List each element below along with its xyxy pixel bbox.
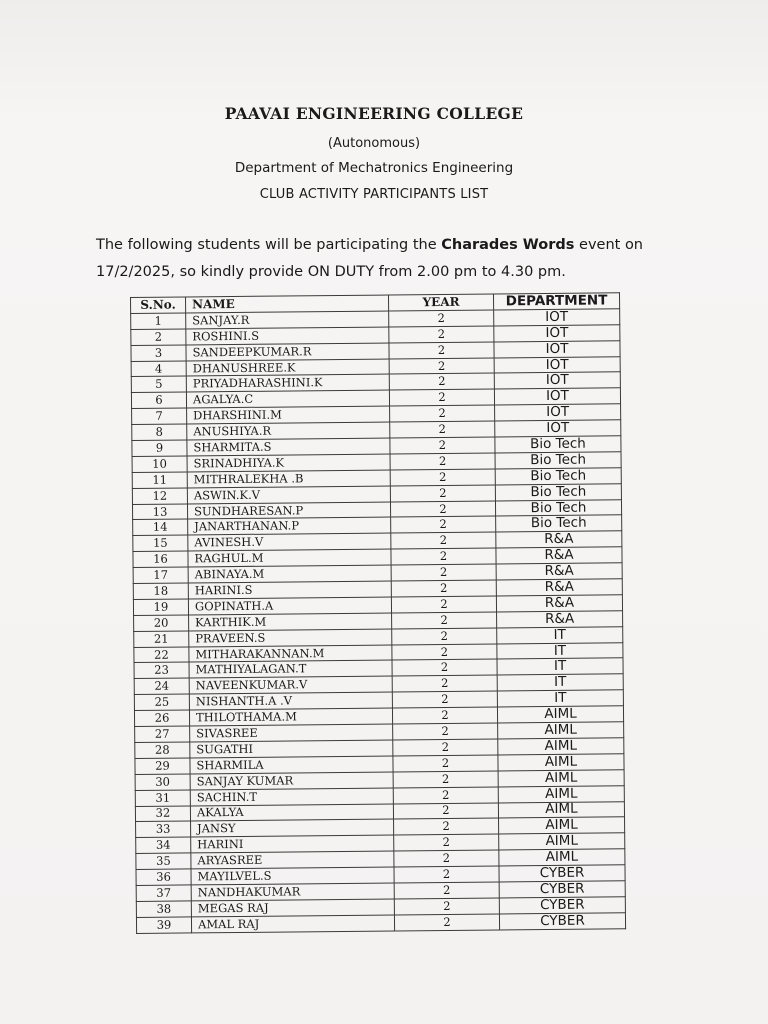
- cell-sno: 1: [131, 313, 186, 329]
- cell-sno: 32: [135, 805, 190, 821]
- cell-name: NISHANTH.A .V: [189, 692, 392, 710]
- intro-paragraph: [96, 232, 686, 286]
- cell-sno: 19: [133, 599, 188, 615]
- header-department: DEPARTMENT: [493, 293, 619, 310]
- cell-name: JANSY: [191, 819, 394, 837]
- cell-sno: 22: [134, 647, 189, 663]
- cell-name: SHARMITA.S: [187, 438, 390, 456]
- cell-sno: 3: [131, 345, 186, 361]
- cell-department: R&A: [496, 579, 622, 596]
- cell-department: AIML: [498, 769, 624, 786]
- cell-name: SANJAY KUMAR: [190, 772, 393, 790]
- cell-sno: 30: [135, 774, 190, 790]
- cell-year: 2: [389, 326, 494, 343]
- cell-name: SUGATHI: [190, 740, 393, 758]
- participants-table: [130, 292, 626, 933]
- cell-department: CYBER: [499, 913, 625, 930]
- cell-year: 2: [389, 358, 494, 375]
- cell-name: NANDHAKUMAR: [191, 883, 394, 901]
- cell-name: MITHARAKANNAN.M: [189, 645, 392, 663]
- cell-name: AMAL RAJ: [191, 915, 394, 933]
- cell-name: ABINAYA.M: [188, 565, 391, 583]
- cell-department: AIML: [498, 738, 624, 755]
- cell-year: 2: [394, 914, 499, 931]
- cell-year: 2: [392, 691, 497, 708]
- cell-year: 2: [392, 659, 497, 676]
- cell-department: IOT: [494, 325, 620, 342]
- cell-year: 2: [390, 469, 495, 486]
- cell-year: 2: [394, 882, 499, 899]
- cell-year: 2: [390, 485, 495, 502]
- cell-year: 2: [393, 723, 498, 740]
- cell-name: AVINESH.V: [188, 533, 391, 551]
- cell-year: 2: [389, 373, 494, 390]
- cell-year: 2: [391, 532, 496, 549]
- cell-year: 2: [389, 342, 494, 359]
- cell-department: CYBER: [499, 897, 625, 914]
- cell-sno: 14: [133, 519, 188, 535]
- cell-name: NAVEENKUMAR.V: [189, 676, 392, 694]
- cell-department: IOT: [494, 372, 620, 389]
- cell-department: R&A: [496, 563, 622, 580]
- cell-year: 2: [389, 389, 494, 406]
- cell-year: 2: [390, 405, 495, 422]
- cell-department: IOT: [494, 356, 620, 373]
- cell-department: AIML: [498, 785, 624, 802]
- cell-name: DHARSHINI.M: [187, 406, 390, 424]
- cell-name: THILOTHAMA.M: [189, 708, 392, 726]
- cell-name: PRAVEEN.S: [189, 629, 392, 647]
- cell-sno: 28: [135, 742, 190, 758]
- cell-department: R&A: [497, 611, 623, 628]
- cell-department: AIML: [499, 849, 625, 866]
- cell-year: 2: [394, 898, 499, 915]
- cell-sno: 12: [132, 488, 187, 504]
- cell-name: SHARMILA: [190, 756, 393, 774]
- cell-sno: 17: [133, 567, 188, 583]
- cell-sno: 33: [136, 821, 191, 837]
- cell-name: ARYASREE: [191, 851, 394, 869]
- cell-sno: 31: [135, 790, 190, 806]
- cell-sno: 8: [132, 424, 187, 440]
- cell-sno: 23: [134, 662, 189, 678]
- cell-year: 2: [392, 707, 497, 724]
- department-name: Department of Mechatronics Engineering: [234, 160, 514, 176]
- cell-sno: 15: [133, 535, 188, 551]
- cell-name: AKALYA: [190, 803, 393, 821]
- cell-department: IT: [497, 626, 623, 643]
- cell-year: 2: [393, 755, 498, 772]
- cell-name: ANUSHIYA.R: [187, 422, 390, 440]
- cell-department: IOT: [494, 309, 620, 326]
- autonomous-status: (Autonomous): [327, 136, 421, 151]
- cell-year: 2: [393, 771, 498, 788]
- cell-department: AIML: [498, 722, 624, 739]
- intro-text-start: The following students will be participating the: [96, 237, 442, 253]
- cell-name: HARINI.S: [188, 581, 391, 599]
- cell-name: MEGAS RAJ: [191, 899, 394, 917]
- cell-department: CYBER: [499, 865, 625, 882]
- cell-sno: 38: [136, 901, 191, 917]
- cell-department: IT: [497, 642, 623, 659]
- cell-department: IT: [497, 690, 623, 707]
- cell-department: Bio Tech: [496, 515, 622, 532]
- cell-year: 2: [391, 548, 496, 565]
- cell-name: GOPINATH.A: [188, 597, 391, 615]
- cell-sno: 10: [132, 456, 187, 472]
- cell-name: MAYILVEL.S: [191, 867, 394, 885]
- cell-department: IT: [497, 674, 623, 691]
- cell-department: IT: [497, 658, 623, 675]
- cell-year: 2: [391, 564, 496, 581]
- cell-department: IOT: [495, 420, 621, 437]
- header-sno: S.No.: [131, 297, 186, 313]
- cell-year: 2: [391, 596, 496, 613]
- header-name: NAME: [186, 295, 389, 313]
- cell-department: IOT: [495, 404, 621, 421]
- cell-department: Bio Tech: [495, 436, 621, 453]
- cell-sno: 27: [135, 726, 190, 742]
- cell-sno: 7: [132, 408, 187, 424]
- cell-name: RAGHUL.M: [188, 549, 391, 567]
- cell-sno: 35: [136, 853, 191, 869]
- cell-sno: 9: [132, 440, 187, 456]
- cell-sno: 11: [132, 472, 187, 488]
- cell-name: DHANUSHREE.K: [186, 359, 389, 377]
- cell-year: 2: [392, 628, 497, 645]
- cell-year: 2: [390, 453, 495, 470]
- cell-sno: 6: [131, 392, 186, 408]
- intro-text-end: event on 17/2/2025, so kindly provide ON DUTY from 2.00 pm to 4.30 pm.: [96, 237, 643, 280]
- cell-department: IOT: [494, 340, 620, 357]
- cell-department: AIML: [498, 801, 624, 818]
- cell-sno: 4: [131, 361, 186, 377]
- cell-name: SRINADHIYA.K: [187, 454, 390, 472]
- cell-department: AIML: [499, 817, 625, 834]
- header-year: YEAR: [388, 294, 493, 311]
- cell-name: JANARTHANAN.P: [188, 517, 391, 535]
- list-title: CLUB ACTIVITY PARTICIPANTS LIST: [259, 187, 489, 202]
- cell-year: 2: [390, 437, 495, 454]
- cell-year: 2: [389, 310, 494, 327]
- cell-sno: 25: [134, 694, 189, 710]
- cell-sno: 18: [133, 583, 188, 599]
- cell-sno: 37: [136, 885, 191, 901]
- cell-name: HARINI: [191, 835, 394, 853]
- cell-year: 2: [394, 834, 499, 851]
- cell-sno: 2: [131, 329, 186, 345]
- cell-sno: 34: [136, 837, 191, 853]
- cell-name: SANDEEPKUMAR.R: [186, 343, 389, 361]
- cell-department: IOT: [494, 388, 620, 405]
- table-body: [131, 309, 626, 933]
- cell-year: 2: [394, 866, 499, 883]
- cell-department: CYBER: [499, 881, 625, 898]
- cell-year: 2: [391, 580, 496, 597]
- cell-sno: 16: [133, 551, 188, 567]
- cell-year: 2: [393, 802, 498, 819]
- cell-name: MITHRALEKHA .B: [187, 470, 390, 488]
- cell-sno: 39: [136, 917, 191, 933]
- cell-name: PRIYADHARASHINI.K: [186, 374, 389, 392]
- cell-year: 2: [390, 421, 495, 438]
- cell-year: 2: [394, 818, 499, 835]
- cell-department: Bio Tech: [495, 499, 621, 516]
- cell-name: KARTHIK.M: [189, 613, 392, 631]
- cell-name: MATHIYALAGAN.T: [189, 660, 392, 678]
- cell-year: 2: [391, 516, 496, 533]
- cell-department: AIML: [498, 754, 624, 771]
- cell-sno: 24: [134, 678, 189, 694]
- cell-department: R&A: [496, 547, 622, 564]
- cell-sno: 13: [132, 504, 187, 520]
- cell-name: ASWIN.K.V: [187, 486, 390, 504]
- cell-department: AIML: [497, 706, 623, 723]
- cell-department: AIML: [499, 833, 625, 850]
- cell-sno: 21: [134, 631, 189, 647]
- cell-name: SIVASREE: [190, 724, 393, 742]
- cell-department: Bio Tech: [495, 483, 621, 500]
- cell-year: 2: [392, 612, 497, 629]
- table-row: [136, 913, 625, 934]
- event-name: Charades Words: [441, 237, 575, 253]
- cell-year: 2: [393, 787, 498, 804]
- cell-name: ROSHINI.S: [186, 327, 389, 345]
- cell-name: AGALYA.C: [186, 390, 389, 408]
- college-name: PAAVAI ENGINEERING COLLEGE: [224, 104, 524, 123]
- cell-year: 2: [392, 644, 497, 661]
- cell-year: 2: [392, 675, 497, 692]
- cell-name: SUNDHARESAN.P: [187, 502, 390, 520]
- cell-year: 2: [394, 850, 499, 867]
- cell-sno: 20: [134, 615, 189, 631]
- cell-department: Bio Tech: [495, 468, 621, 485]
- cell-year: 2: [393, 739, 498, 756]
- cell-sno: 36: [136, 869, 191, 885]
- cell-sno: 29: [135, 758, 190, 774]
- cell-sno: 26: [134, 710, 189, 726]
- cell-year: 2: [390, 501, 495, 518]
- cell-department: R&A: [496, 595, 622, 612]
- cell-department: Bio Tech: [495, 452, 621, 469]
- cell-department: R&A: [496, 531, 622, 548]
- cell-name: SACHIN.T: [190, 788, 393, 806]
- cell-sno: 5: [131, 376, 186, 392]
- cell-name: SANJAY.R: [186, 311, 389, 329]
